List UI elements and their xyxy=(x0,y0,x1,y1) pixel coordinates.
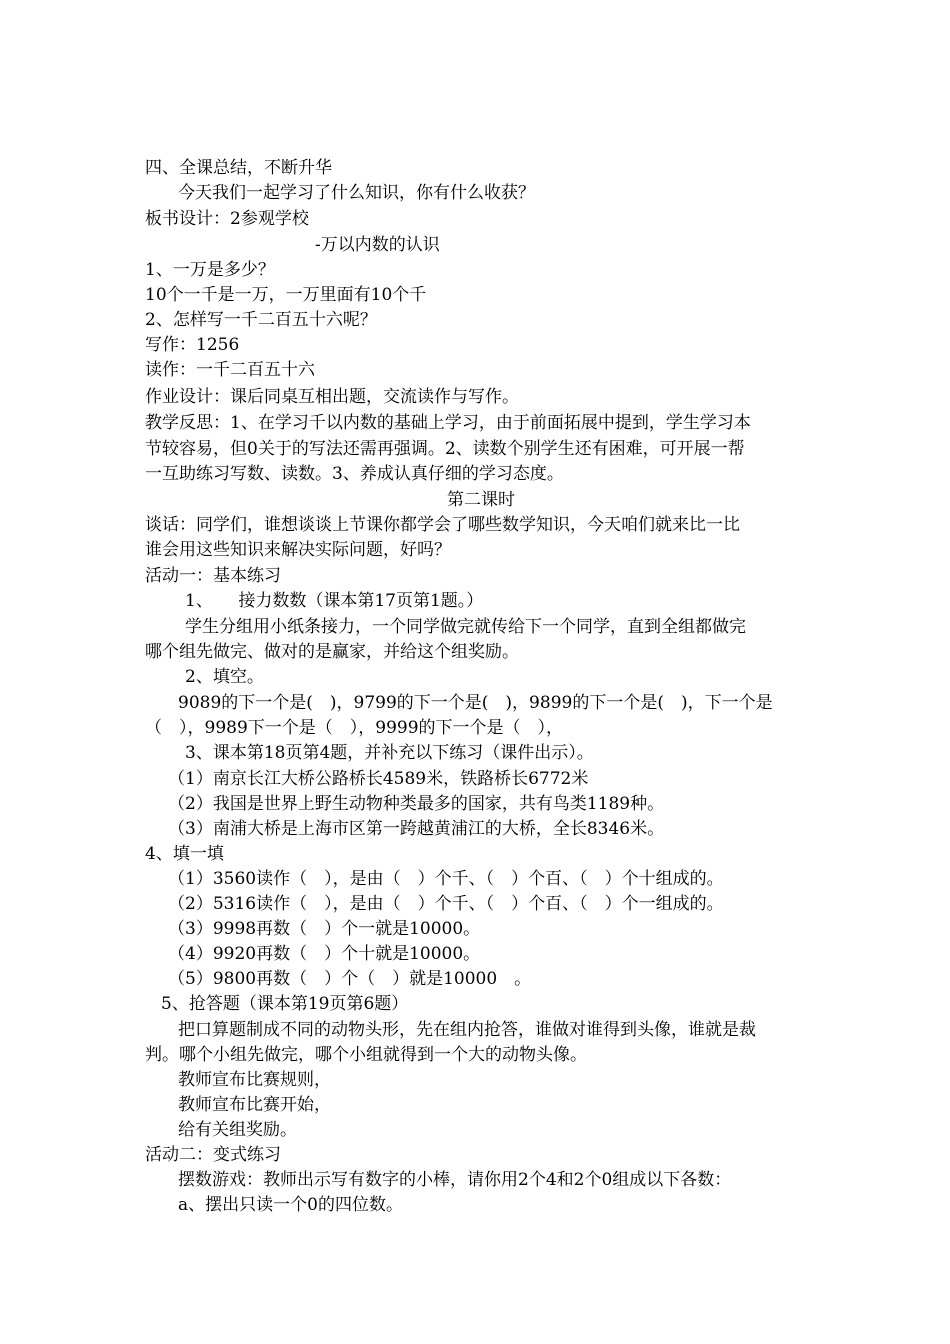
homework-design: 作业设计：课后同桌互相出题，交流读作与写作。 xyxy=(145,387,519,407)
quiz-step: 给有关组奖励。 xyxy=(178,1120,297,1140)
lesson-two-heading: 第二课时 xyxy=(447,490,515,510)
teaching-reflection: 教学反思：1、在学习千以内数的基础上学习，由于前面拓展中提到，学生学习本 xyxy=(145,413,751,433)
fill-in-line: （3）9998再数（ ）个一就是10000。 xyxy=(168,919,481,939)
talk-intro: 谁会用这些知识来解决实际问题，好吗？ xyxy=(145,540,451,560)
section-heading-summary: 四、全课总结，不断升华 xyxy=(145,158,332,178)
exercise-item: 3、课本第18页第4题，并补充以下练习（课件出示）。 xyxy=(185,743,594,763)
fill-in-line: （2）5316读作（ ），是由（ ）个千、（ ）个百、（ ）个一组成的。 xyxy=(168,894,724,914)
talk-intro: 谈话：同学们，谁想谈谈上节课你都学会了哪些数学知识，今天咱们就来比一比 xyxy=(145,515,740,535)
quiz-text: 判。哪个小组先做完，哪个小组就得到一个大的动物头像。 xyxy=(145,1045,587,1065)
exercise-text: 学生分组用小纸条接力，一个同学做完就传给下一个同学，直到全组都做完 xyxy=(185,617,746,637)
board-line: 2、怎样写一千二百五十六呢？ xyxy=(145,310,377,330)
quiz-step: 教师宣布比赛规则， xyxy=(178,1070,331,1090)
exercise-item: 2、填空。 xyxy=(185,667,264,687)
practice-line: （3）南浦大桥是上海市区第一跨越黄浦江的大桥，全长8346米。 xyxy=(168,819,665,839)
board-line: 10个一千是一万，一万里面有10个千 xyxy=(145,285,427,305)
board-line: 1、一万是多少？ xyxy=(145,260,275,280)
board-line: 写作：1256 xyxy=(145,335,240,355)
board-design-title: 板书设计：2参观学校 xyxy=(145,209,309,229)
board-line: 读作：一千二百五十六 xyxy=(145,360,315,380)
exercise-item: 4、填一填 xyxy=(145,844,224,864)
exercise-text: 哪个组先做完、做对的是赢家，并给这个组奖励。 xyxy=(145,642,519,662)
practice-line: （1）南京长江大桥公路桥长4589米，铁路桥长6772米 xyxy=(168,769,589,789)
activity-one-heading: 活动一：基本练习 xyxy=(145,566,281,586)
quiz-text: 把口算题制成不同的动物头形，先在组内抢答，谁做对谁得到头像，谁就是裁 xyxy=(178,1020,756,1040)
fill-in-line: （4）9920再数（ ）个十就是10000。 xyxy=(168,944,481,964)
practice-line: （2）我国是世界上野生动物种类最多的国家，共有鸟类1189种。 xyxy=(168,794,665,814)
activity-two-heading: 活动二：变式练习 xyxy=(145,1145,281,1165)
fill-in-line: （1）3560读作（ ），是由（ ）个千、（ ）个百、（ ）个十组成的。 xyxy=(168,869,724,889)
board-design-subtitle: -万以内数的认识 xyxy=(315,235,440,255)
teaching-reflection: 节较容易，但0关于的写法还需再强调。2、读数个别学生还有困难，可开展一帮 xyxy=(145,439,745,459)
number-game-text: 摆数游戏：教师出示写有数字的小棒，请你用2个4和2个0组成以下各数： xyxy=(178,1170,732,1190)
teaching-reflection: 一互助练习写数、读数。3、养成认真仔细的学习态度。 xyxy=(145,464,564,484)
fill-in-line: （5）9800再数（ ）个（ ）就是10000 。 xyxy=(168,969,532,989)
fill-blank-line: 9089的下一个是( )，9799的下一个是( )，9899的下一个是( )，下一个是 xyxy=(178,693,773,713)
exercise-item: 5、抢答题（课本第19页第6题） xyxy=(161,994,409,1014)
exercise-item: 1、 接力数数（课本第17页第1题。） xyxy=(185,591,484,611)
summary-question: 今天我们一起学习了什么知识，你有什么收获？ xyxy=(178,183,535,203)
number-game-item: a、摆出只读一个0的四位数。 xyxy=(178,1195,403,1215)
fill-blank-line: （ ），9989下一个是（ ），9999的下一个是（ ）， xyxy=(145,718,564,738)
quiz-step: 教师宣布比赛开始， xyxy=(178,1095,331,1115)
